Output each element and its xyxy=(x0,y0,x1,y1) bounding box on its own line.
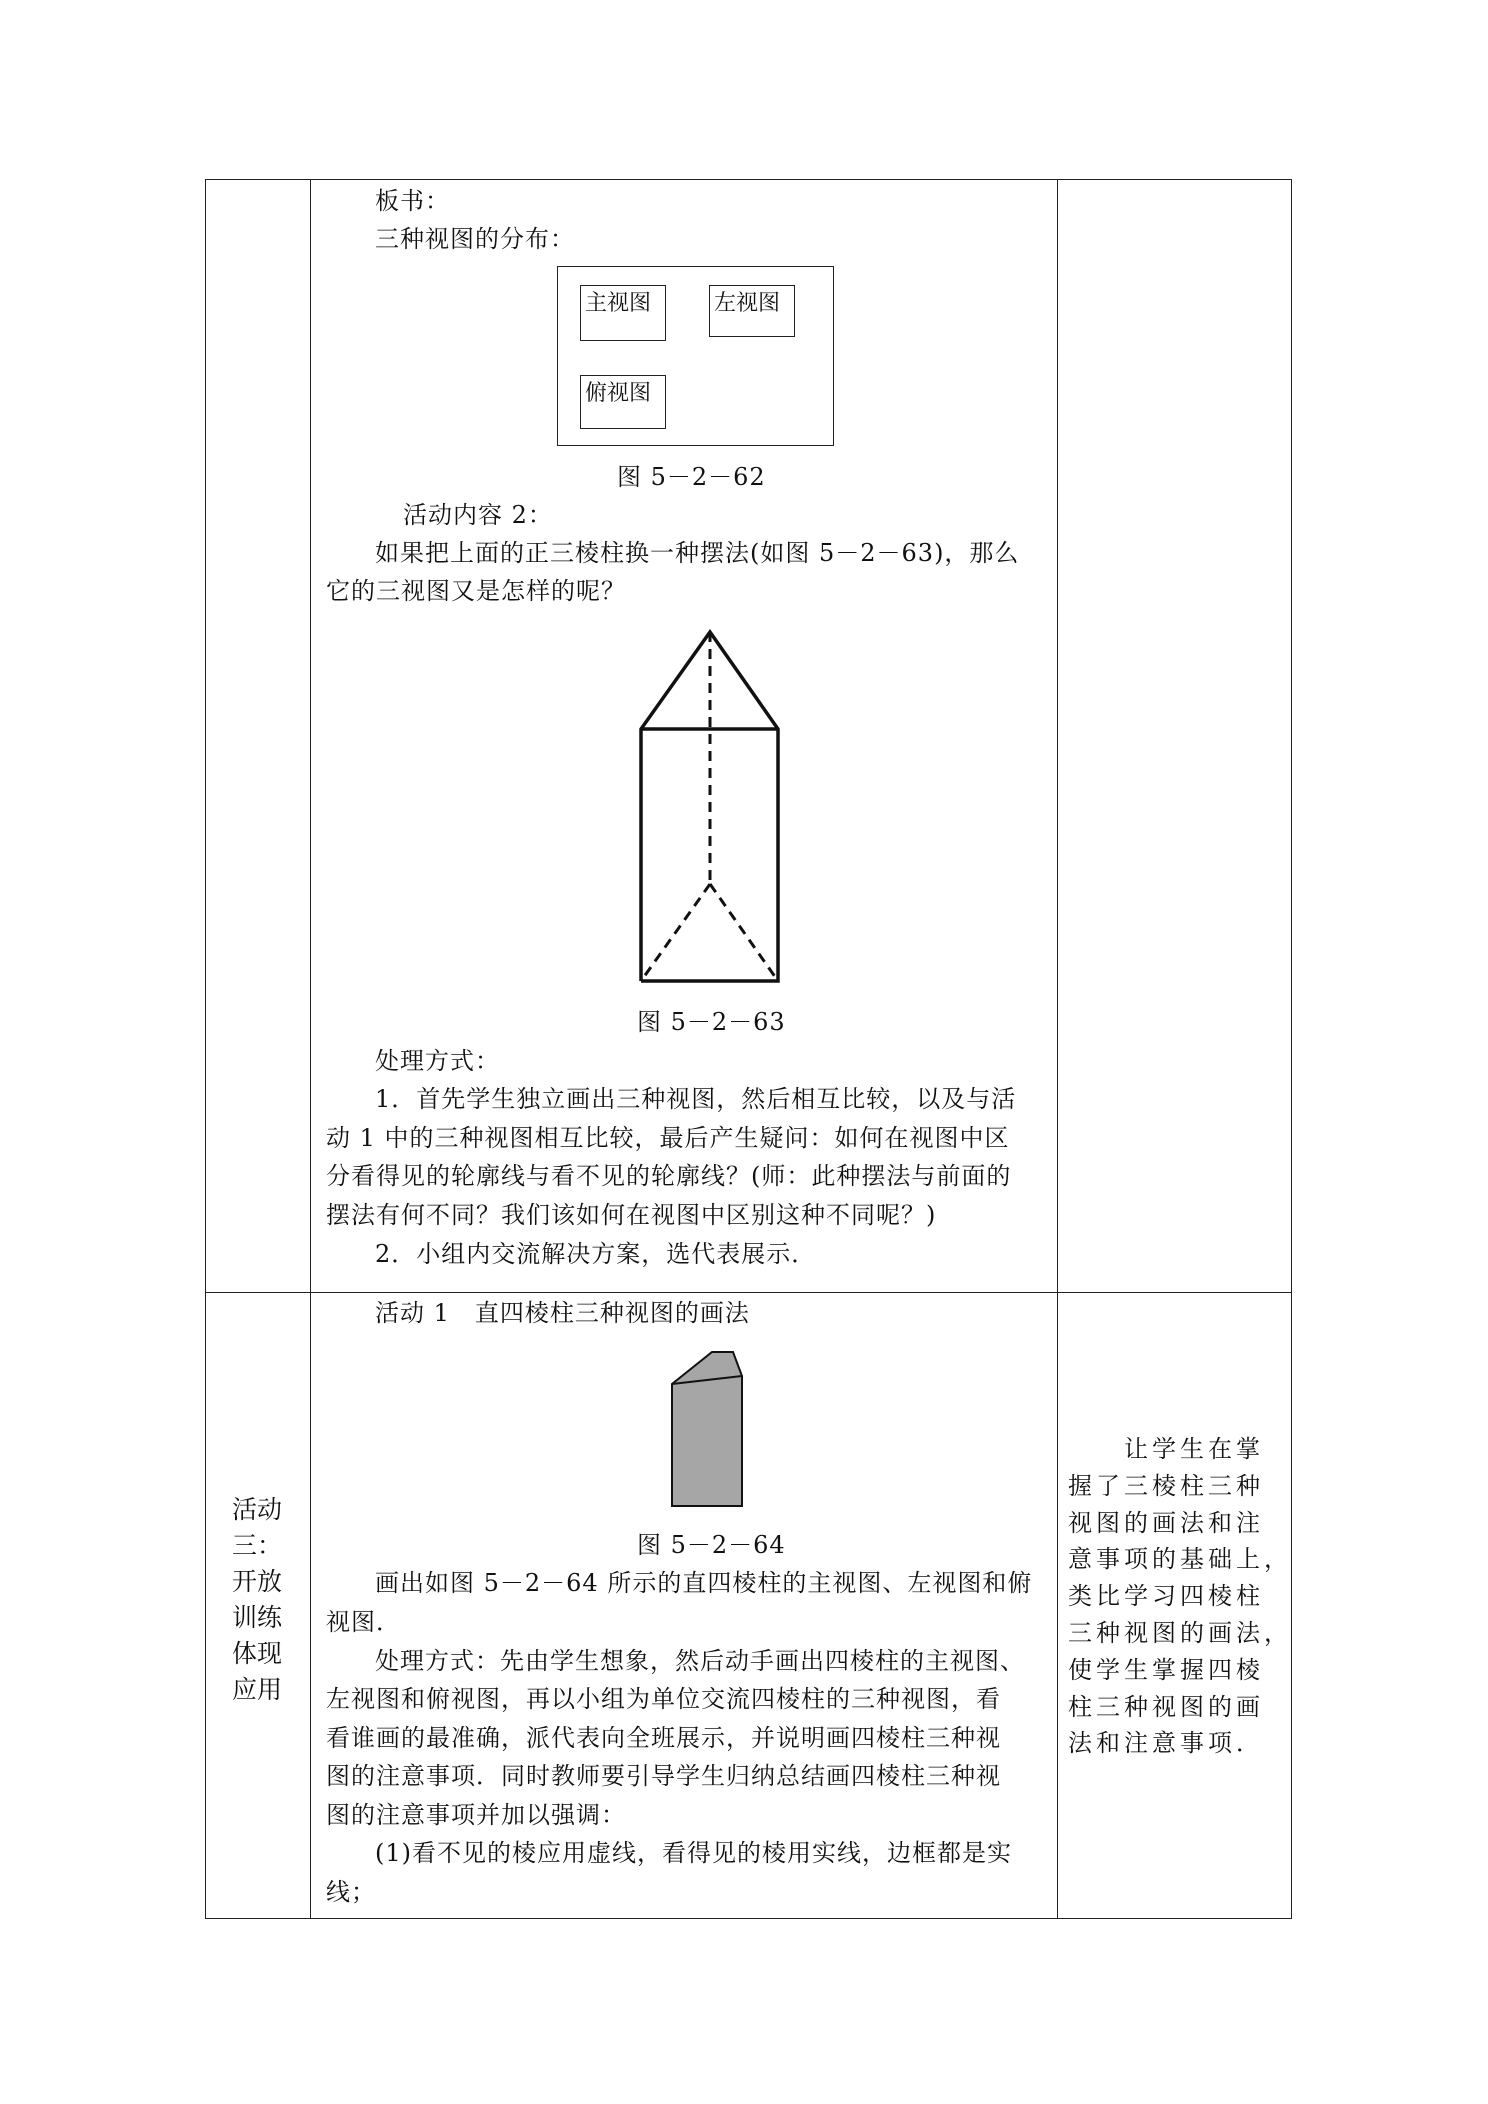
board-label: 板书： xyxy=(375,187,450,215)
activity3-side-label xyxy=(232,1492,282,1708)
table-row-divider xyxy=(205,1292,1292,1293)
note-line: 柱三种视图的画 xyxy=(1068,1692,1264,1721)
front-view-label: 主视图 xyxy=(585,291,652,316)
table-divider-1 xyxy=(310,179,311,1918)
para1-line1: 画出如图 5－2－64 所示的直四棱柱的主视图、左视图和俯 xyxy=(375,1569,1033,1597)
prism-hidden-bottom-left xyxy=(641,884,710,981)
method2-line4: 图的注意事项．同时教师要引导学生归纳总结画四棱柱三种视 xyxy=(326,1762,1001,1790)
activity2-line2: 它的三视图又是怎样的呢？ xyxy=(326,577,626,605)
method2-line5: 图的注意事项并加以强调： xyxy=(326,1801,626,1829)
para1-line2: 视图． xyxy=(326,1608,401,1636)
note-line: 法和注意事项． xyxy=(1068,1729,1264,1758)
method-item2: 2．小组内交流解决方案，选代表展示． xyxy=(375,1240,817,1268)
method2-line1: 处理方式：先由学生想象，然后动手画出四棱柱的主视图、 xyxy=(375,1647,1025,1675)
table-border-left xyxy=(205,179,206,1918)
teaching-intent-note xyxy=(1068,1431,1292,1762)
front-view-box xyxy=(580,285,666,341)
prism-hidden-bottom-right xyxy=(710,884,778,981)
point1-line1: (1)看不见的棱应用虚线，看得见的棱用实线，边框都是实 xyxy=(375,1839,1012,1867)
method2-line2: 左视图和俯视图，再以小组为单位交流四棱柱的三种视图，看 xyxy=(326,1685,1001,1713)
method-title: 处理方式： xyxy=(375,1047,500,1075)
left-view-label: 左视图 xyxy=(714,291,781,316)
activity1-title: 活动 1 直四棱柱三种视图的画法 xyxy=(375,1299,750,1327)
quadrangular-prism-figure xyxy=(668,1344,748,1510)
note-line: 三种视图的画法， xyxy=(1068,1618,1292,1647)
side-label-line: 训练 xyxy=(232,1603,283,1632)
method-item1-line2: 动 1 中的三种视图相互比较，最后产生疑问：如何在视图中区 xyxy=(326,1124,1010,1152)
table-border-bottom xyxy=(205,1918,1292,1919)
side-label-line: 体现 xyxy=(232,1639,283,1668)
side-label-line: 应用 xyxy=(232,1675,283,1704)
top-view-box xyxy=(580,375,666,429)
left-view-box xyxy=(709,285,795,337)
figure-64-caption: 图 5－2－64 xyxy=(637,1531,786,1559)
note-line: 使学生掌握四棱 xyxy=(1068,1655,1264,1684)
triangular-prism-figure xyxy=(630,620,790,990)
point1-line2: 线； xyxy=(326,1878,376,1906)
figure-63-caption: 图 5－2－63 xyxy=(637,1008,786,1036)
note-line: 视图的画法和注 xyxy=(1068,1508,1264,1537)
note-line: 握了三棱柱三种 xyxy=(1068,1471,1264,1500)
table-border-top xyxy=(205,179,1292,180)
prism-body xyxy=(672,1352,742,1506)
note-line: 意事项的基础上， xyxy=(1068,1545,1292,1574)
method-item1-line3: 分看得见的轮廓线与看不见的轮廓线？(师：此种摆法与前面的 xyxy=(326,1162,1012,1190)
table-divider-2 xyxy=(1057,179,1058,1918)
activity2-line1: 如果把上面的正三棱柱换一种摆法(如图 5－2－63)，那么 xyxy=(375,539,1020,567)
activity2-title: 活动内容 2： xyxy=(403,501,553,529)
top-view-label: 俯视图 xyxy=(585,381,652,406)
figure-62-caption: 图 5－2－62 xyxy=(617,463,766,491)
side-label-line: 活动 xyxy=(232,1495,283,1524)
view-layout-diagram xyxy=(557,266,834,446)
layout-title: 三种视图的分布： xyxy=(375,225,575,253)
note-line: 类比学习四棱柱 xyxy=(1068,1582,1264,1611)
method-item1-line1: 1．首先学生独立画出三种视图，然后相互比较，以及与活 xyxy=(375,1085,1017,1113)
method-item1-line4: 摆法有何不同？我们该如何在视图中区别这种不同呢？) xyxy=(326,1201,937,1229)
method2-line3: 看谁画的最准确，派代表向全班展示，并说明画四棱柱三种视 xyxy=(326,1724,1001,1752)
note-line: 让学生在掌 xyxy=(1068,1435,1264,1463)
side-label-line: 开放 xyxy=(232,1567,283,1596)
side-label-line: 三： xyxy=(232,1531,283,1560)
